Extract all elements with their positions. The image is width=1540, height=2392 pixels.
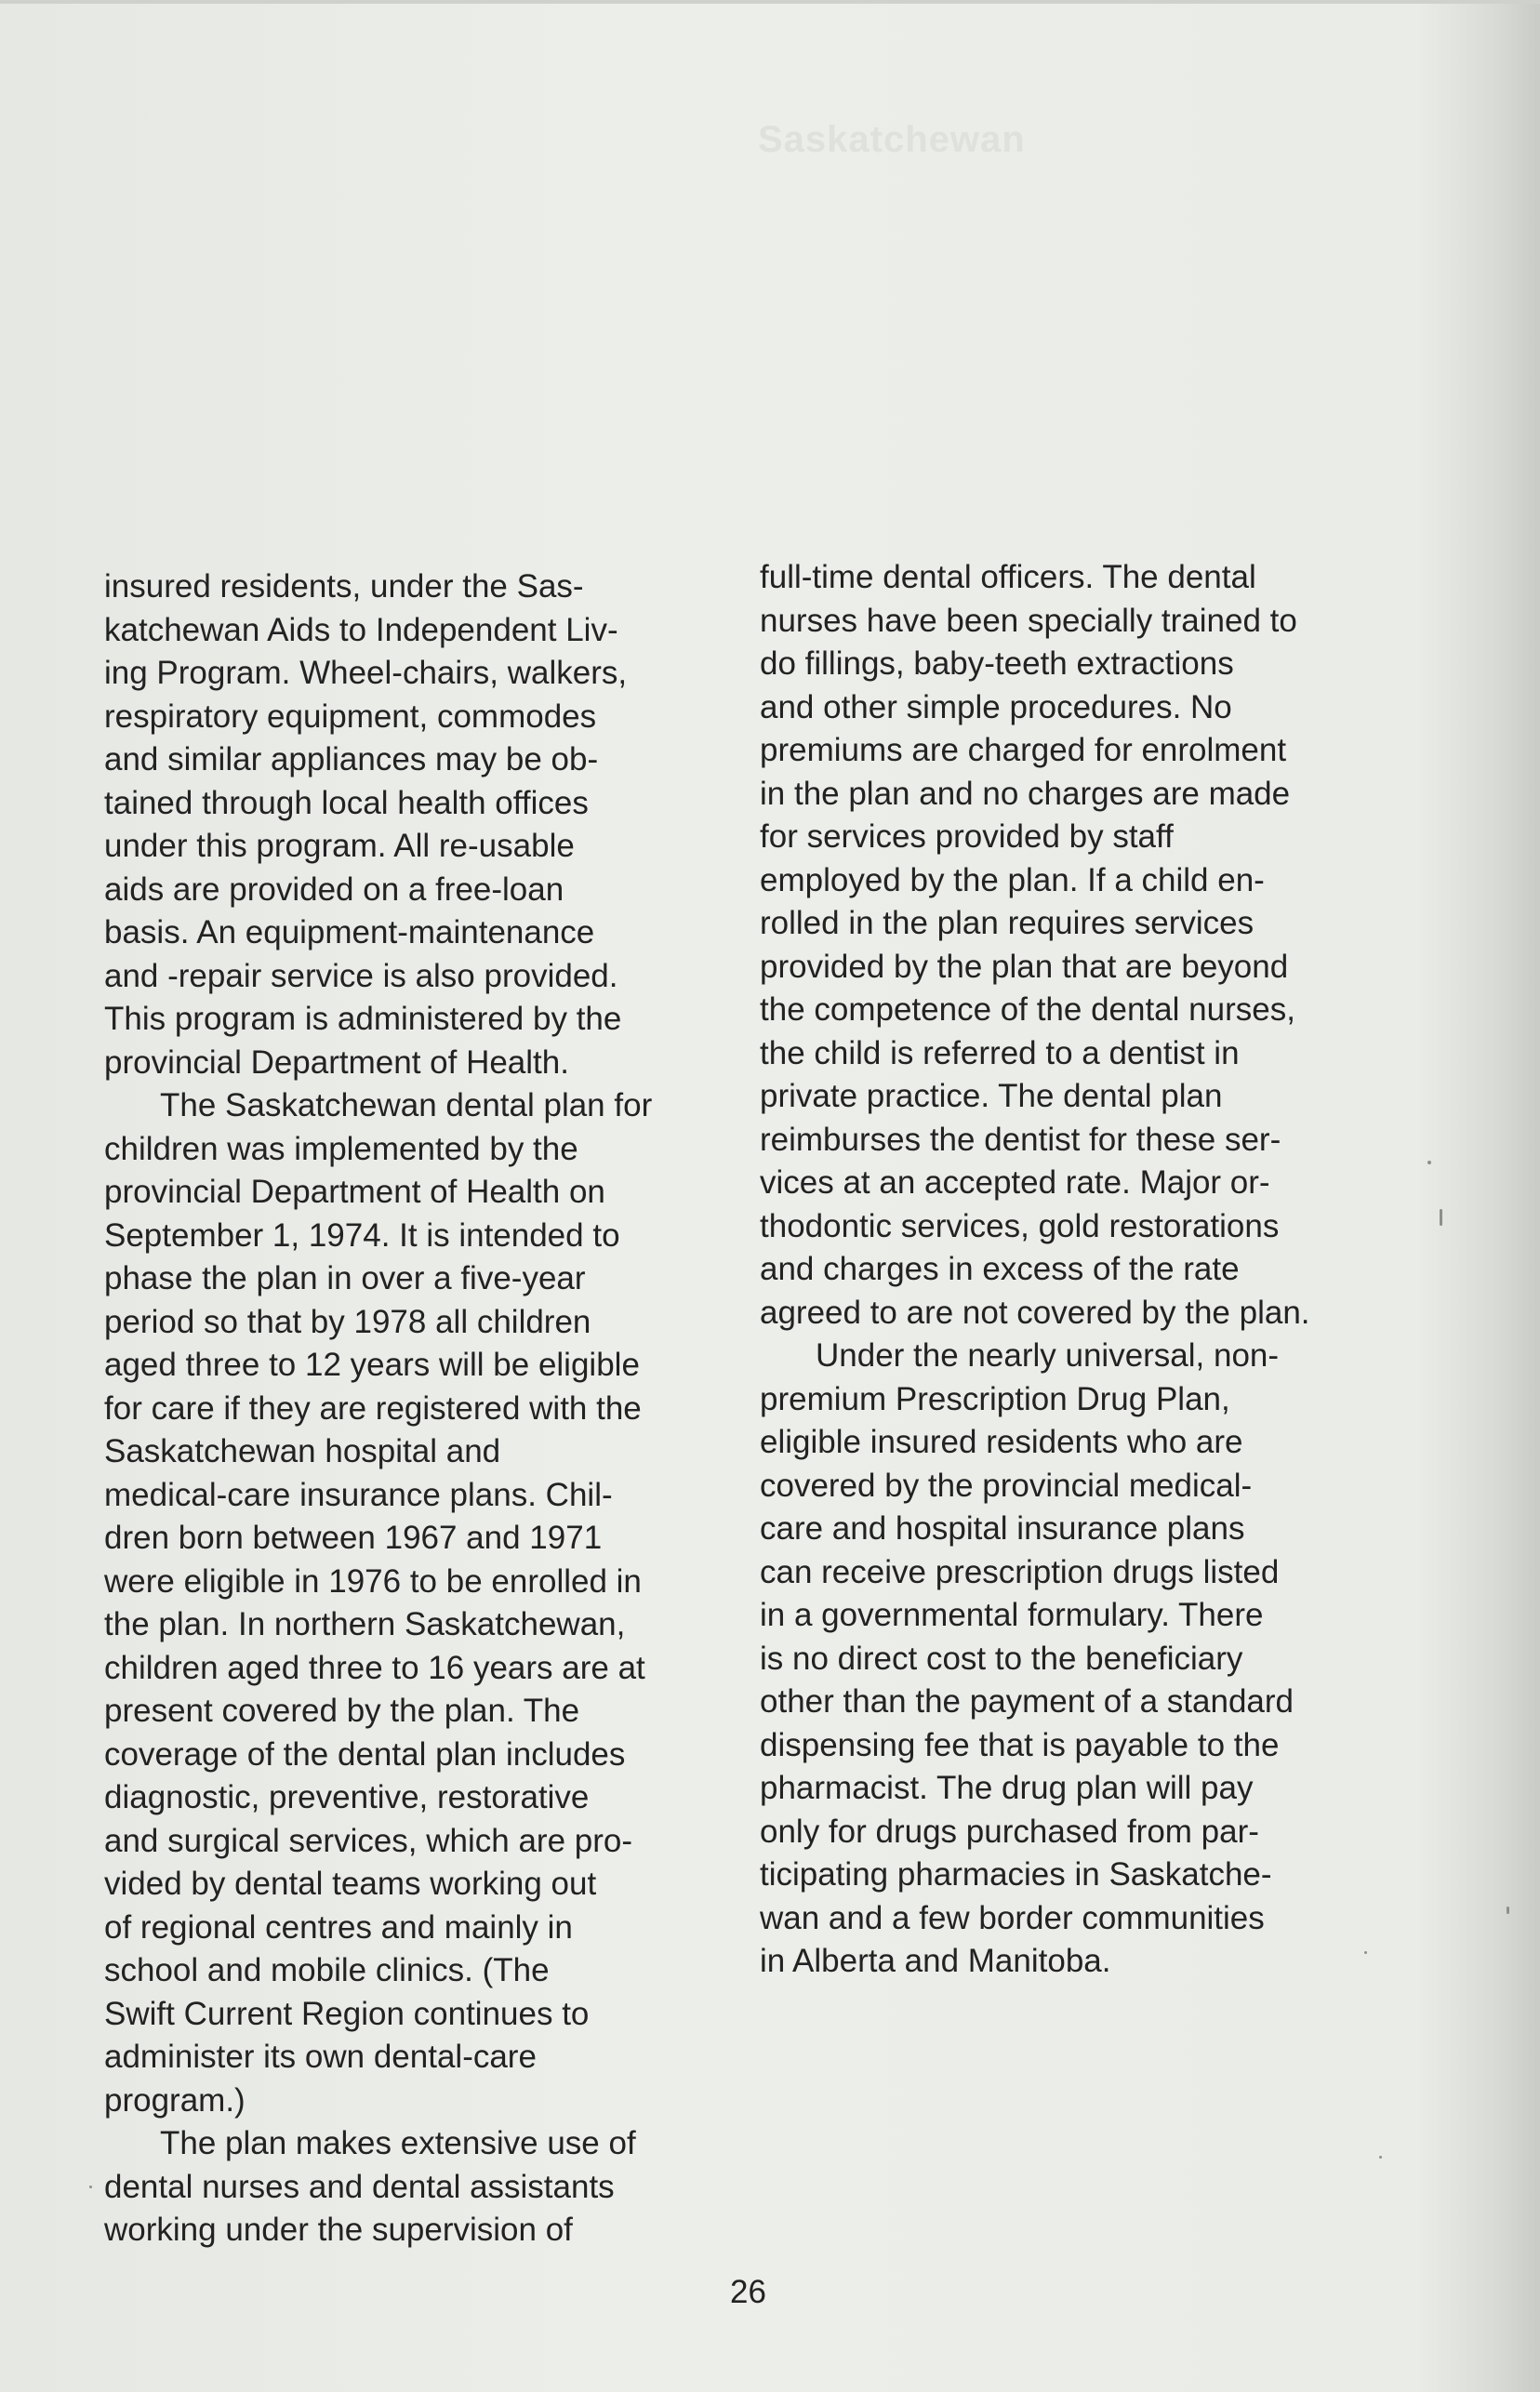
text-line: katchewan Aids to Independent Liv-	[104, 611, 618, 648]
text-line: rolled in the plan requires services	[760, 905, 1255, 941]
right-text-column	[760, 556, 1392, 1984]
page-top-edge	[0, 0, 1540, 4]
paper-speck	[1507, 1907, 1509, 1914]
text-line: pharmacist. The drug plan will pay	[760, 1770, 1254, 1806]
text-line: only for drugs purchased from par-	[760, 1813, 1259, 1850]
text-line: ticipating pharmacies in Saskatche-	[760, 1856, 1272, 1893]
text-line: dren born between 1967 and 1971	[104, 1520, 603, 1556]
text-line: thodontic services, gold restorations	[760, 1207, 1280, 1244]
text-line: The plan makes extensive use of	[160, 2125, 636, 2161]
text-line: children aged three to 16 years are at	[104, 1649, 645, 1686]
text-line: were eligible in 1976 to be enrolled in	[104, 1562, 642, 1600]
text-line: full-time dental officers. The dental	[760, 559, 1256, 595]
text-line: This program is administered by the	[104, 1001, 622, 1037]
text-line: vided by dental teams working out	[104, 1866, 597, 1902]
text-line: respiratory equipment, commodes	[104, 698, 597, 735]
text-line: and other simple procedures. No	[760, 688, 1232, 725]
text-line: reimburses the dentist for these ser-	[760, 1121, 1281, 1158]
text-line: the child is referred to a dentist in	[760, 1034, 1240, 1071]
text-line: can receive prescription drugs listed	[760, 1553, 1280, 1590]
text-line: premiums are charged for enrolment	[760, 732, 1287, 768]
text-line: period so that by 1978 all children	[104, 1303, 591, 1340]
text-line: present covered by the plan. The	[104, 1693, 580, 1729]
text-line: ing Program. Wheel-chairs, walkers,	[104, 655, 628, 691]
text-line: vices at an accepted rate. Major or-	[760, 1164, 1270, 1201]
paper-speck	[89, 2186, 92, 2188]
text-line: aids are provided on a free-loan	[104, 870, 564, 908]
text-line: the plan. In northern Saskatchewan,	[104, 1606, 626, 1642]
text-line: wan and a few border communities	[760, 1899, 1265, 1936]
text-line: Swift Current Region continues to	[104, 1995, 590, 2032]
text-line: do fillings, baby-teeth extractions	[760, 645, 1234, 682]
text-line: basis. An equipment-maintenance	[104, 914, 595, 950]
text-line: aged three to 12 years will be eligible	[104, 1347, 640, 1383]
text-line: administer its own dental-care	[104, 2039, 537, 2075]
text-line: working under the supervision of	[104, 2212, 573, 2248]
text-line: private practice. The dental plan	[760, 1078, 1223, 1114]
text-line: agreed to are not covered by the plan.	[760, 1294, 1310, 1331]
paper-speck	[1379, 2156, 1382, 2159]
paper-speck	[1364, 1951, 1367, 1954]
text-line: diagnostic, preventive, restorative	[104, 1779, 590, 1815]
text-line: eligible insured residents who are	[760, 1424, 1243, 1460]
bleed-through-heading: Saskatchewan	[758, 119, 1026, 160]
text-line: covered by the provincial medical-	[760, 1467, 1253, 1504]
text-line: tained through local health offices	[104, 784, 589, 821]
left-text-column	[104, 565, 737, 2252]
text-line: and charges in excess of the rate	[760, 1251, 1240, 1287]
text-line: The Saskatchewan dental plan for	[160, 1087, 653, 1123]
text-line: coverage of the dental plan includes	[104, 1735, 626, 1773]
text-line: insured residents, under the Sas-	[104, 568, 584, 605]
text-line: other than the payment of a standard	[760, 1683, 1294, 1720]
text-line: dispensing fee that is payable to the	[760, 1726, 1280, 1763]
text-line: Under the nearly universal, non-	[816, 1337, 1280, 1374]
text-line: premium Prescription Drug Plan,	[760, 1380, 1230, 1417]
text-line: provincial Department of Health on	[104, 1174, 605, 1210]
text-line: nurses have been specially trained to	[760, 602, 1297, 639]
text-line: of regional centres and mainly in	[104, 1908, 573, 1946]
text-line: in a governmental formulary. There	[760, 1597, 1264, 1633]
text-line: Saskatchewan hospital and	[104, 1433, 501, 1469]
text-line: phase the plan in over a five-year	[104, 1260, 586, 1296]
text-line: provincial Department of Health.	[104, 1043, 569, 1081]
text-line: in the plan and no charges are made	[760, 775, 1291, 812]
text-line: under this program. All re-usable	[104, 828, 575, 864]
text-line: employed by the plan. If a child en-	[760, 861, 1265, 898]
text-line: for care if they are registered with the	[104, 1389, 642, 1427]
text-line: September 1, 1974. It is intended to	[104, 1216, 620, 1254]
text-line: and -repair service is also provided.	[104, 957, 618, 994]
text-line: program.)	[104, 2081, 246, 2119]
text-line: and surgical services, which are pro-	[104, 1822, 633, 1859]
paper-speck	[1427, 1161, 1431, 1164]
page-number: 26	[730, 2274, 766, 2310]
text-line: in Alberta and Manitoba.	[760, 1943, 1111, 1979]
paper-speck	[1440, 1209, 1442, 1226]
text-line: provided by the plan that are beyond	[760, 948, 1289, 985]
text-line: medical-care insurance plans. Chil-	[104, 1476, 613, 1513]
text-line: children was implemented by the	[104, 1130, 578, 1167]
text-line: care and hospital insurance plans	[760, 1510, 1245, 1547]
text-line: and similar appliances may be ob-	[104, 741, 599, 777]
text-line: school and mobile clinics. (The	[104, 1952, 550, 1988]
text-line: dental nurses and dental assistants	[104, 2168, 615, 2205]
text-line: is no direct cost to the beneficiary	[760, 1640, 1243, 1677]
text-line: the competence of the dental nurses,	[760, 991, 1295, 1028]
text-line: for services provided by staff	[760, 818, 1174, 855]
